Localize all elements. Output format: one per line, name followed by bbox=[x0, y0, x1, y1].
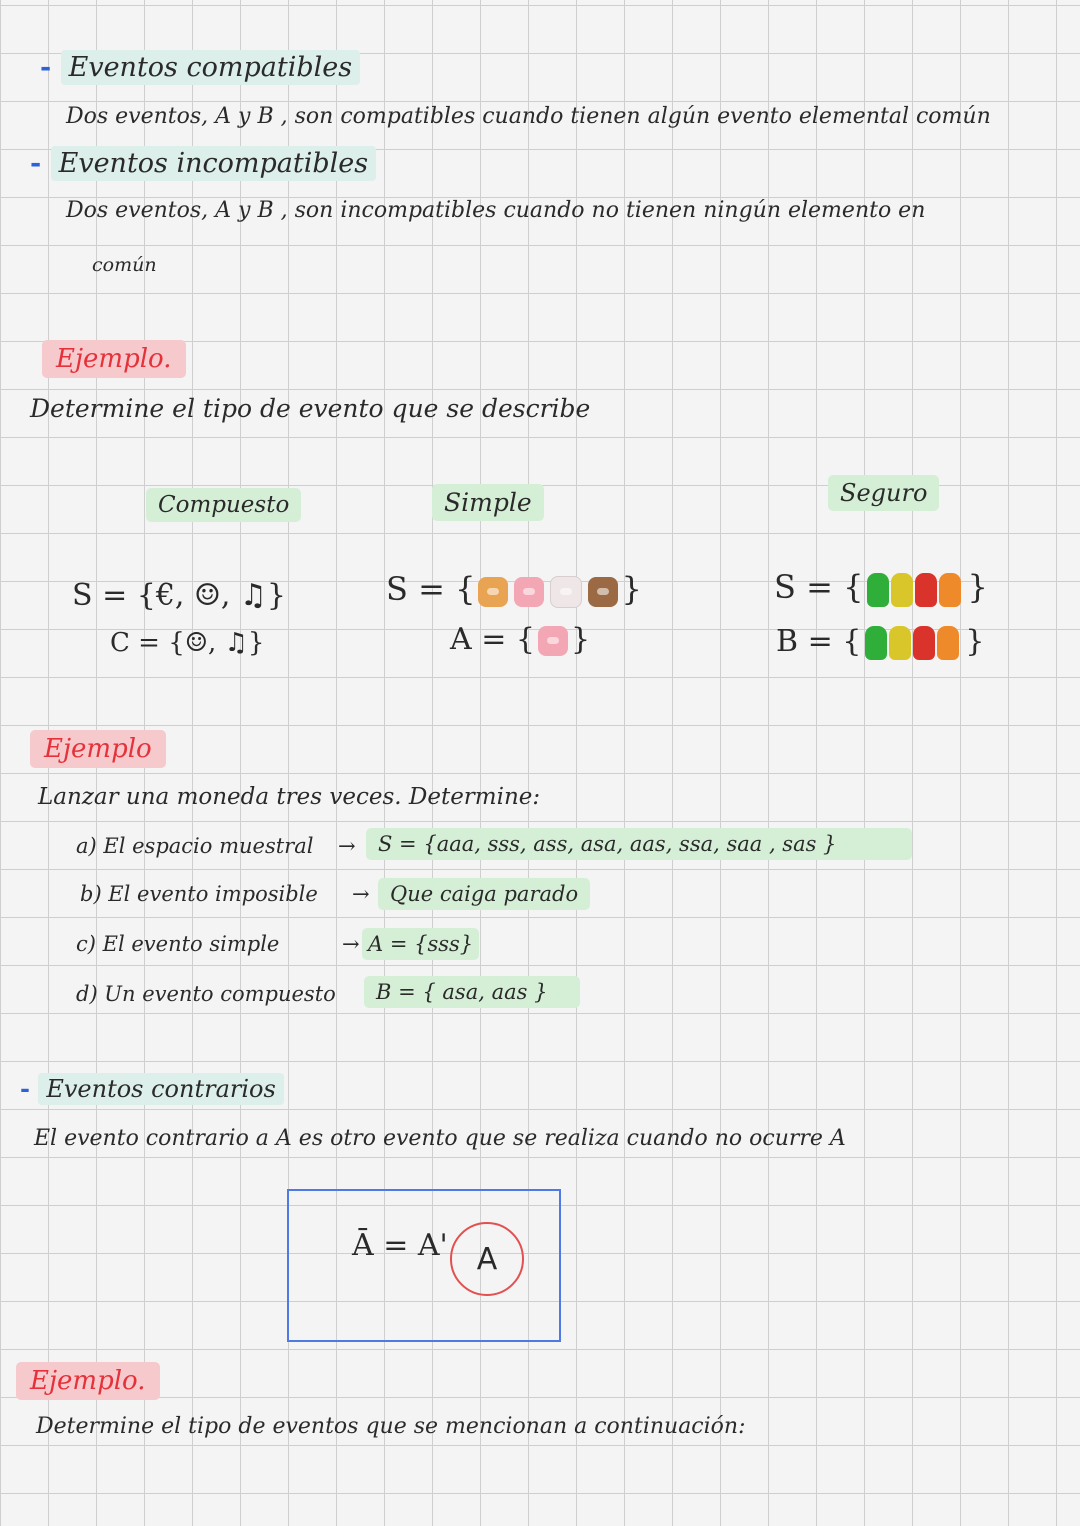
compuesto-event-c: C = {☺, ♫} bbox=[110, 628, 265, 658]
simple-event-value: A = {sss} bbox=[362, 928, 479, 960]
arrow: → bbox=[342, 932, 360, 956]
example-label: Ejemplo. bbox=[42, 340, 186, 378]
incompatibles-heading: - Eventos incompatibles bbox=[30, 148, 376, 179]
incompatibles-definition: Dos eventos, A y B , son incompatibles cuando no tienen ningún elemento en bbox=[66, 198, 926, 223]
item-c-label: c) El evento simple bbox=[76, 932, 280, 956]
sample-space-value: S = {aaa, sss, ass, asa, aas, ssa, saa , sas } bbox=[366, 828, 912, 860]
example-label: Ejemplo. bbox=[16, 1362, 160, 1400]
compatibles-definition: Dos eventos, A y B , son compatibles cuando tienen algún evento elemental común bbox=[66, 104, 991, 129]
seguro-event-b: B = { } bbox=[776, 624, 985, 659]
pig-icon bbox=[514, 577, 544, 607]
complement-notation: Ā = A' bbox=[352, 1228, 448, 1263]
compatibles-heading: - Eventos compatibles bbox=[40, 52, 360, 83]
arrow: → bbox=[338, 834, 356, 858]
gummy-bears-icon bbox=[867, 573, 963, 607]
item-b-label: b) El evento imposible bbox=[80, 882, 318, 906]
contrarios-definition: El evento contrario a A es otro evento que se realiza cuando no ocurre A bbox=[34, 1126, 846, 1151]
simple-event-a: A = { } bbox=[450, 622, 591, 657]
compatibles-title: Eventos compatibles bbox=[61, 50, 360, 85]
seguro-label: Seguro bbox=[828, 475, 939, 511]
contrarios-heading: - Eventos contrarios bbox=[20, 1074, 284, 1103]
pig-icon bbox=[538, 626, 568, 656]
compuesto-sample-space: S = {€, ☺, ♫} bbox=[72, 578, 286, 613]
compound-event-value: B = { asa, aas } bbox=[364, 976, 580, 1008]
incompatibles-title: Eventos incompatibles bbox=[51, 146, 377, 181]
item-d-label: d) Un evento compuesto bbox=[76, 982, 336, 1006]
bunny-icon bbox=[550, 576, 582, 608]
item-a-label: a) El espacio muestral bbox=[76, 834, 314, 858]
event-a-circle bbox=[450, 1222, 524, 1296]
impossible-event-value: Que caiga parado bbox=[378, 878, 590, 910]
compuesto-label: Compuesto bbox=[146, 488, 301, 522]
example-prompt: Determine el tipo de eventos que se mencionan a continuación: bbox=[36, 1414, 746, 1439]
simple-label: Simple bbox=[432, 484, 544, 521]
cat-icon bbox=[478, 577, 508, 607]
example-prompt: Lanzar una moneda tres veces. Determine: bbox=[38, 784, 541, 810]
example-prompt: Determine el tipo de evento que se describe bbox=[30, 394, 591, 423]
seguro-sample-space: S = { } bbox=[774, 568, 988, 606]
example-label: Ejemplo bbox=[30, 730, 166, 768]
incompatibles-definition-end: común bbox=[92, 254, 157, 276]
gummy-bears-icon bbox=[865, 626, 961, 660]
contrarios-title: Eventos contrarios bbox=[38, 1073, 283, 1105]
simple-sample-space: S = { } bbox=[386, 570, 642, 608]
arrow: → bbox=[352, 882, 370, 906]
cow-icon bbox=[588, 577, 618, 607]
event-a-label: A bbox=[476, 1241, 498, 1277]
